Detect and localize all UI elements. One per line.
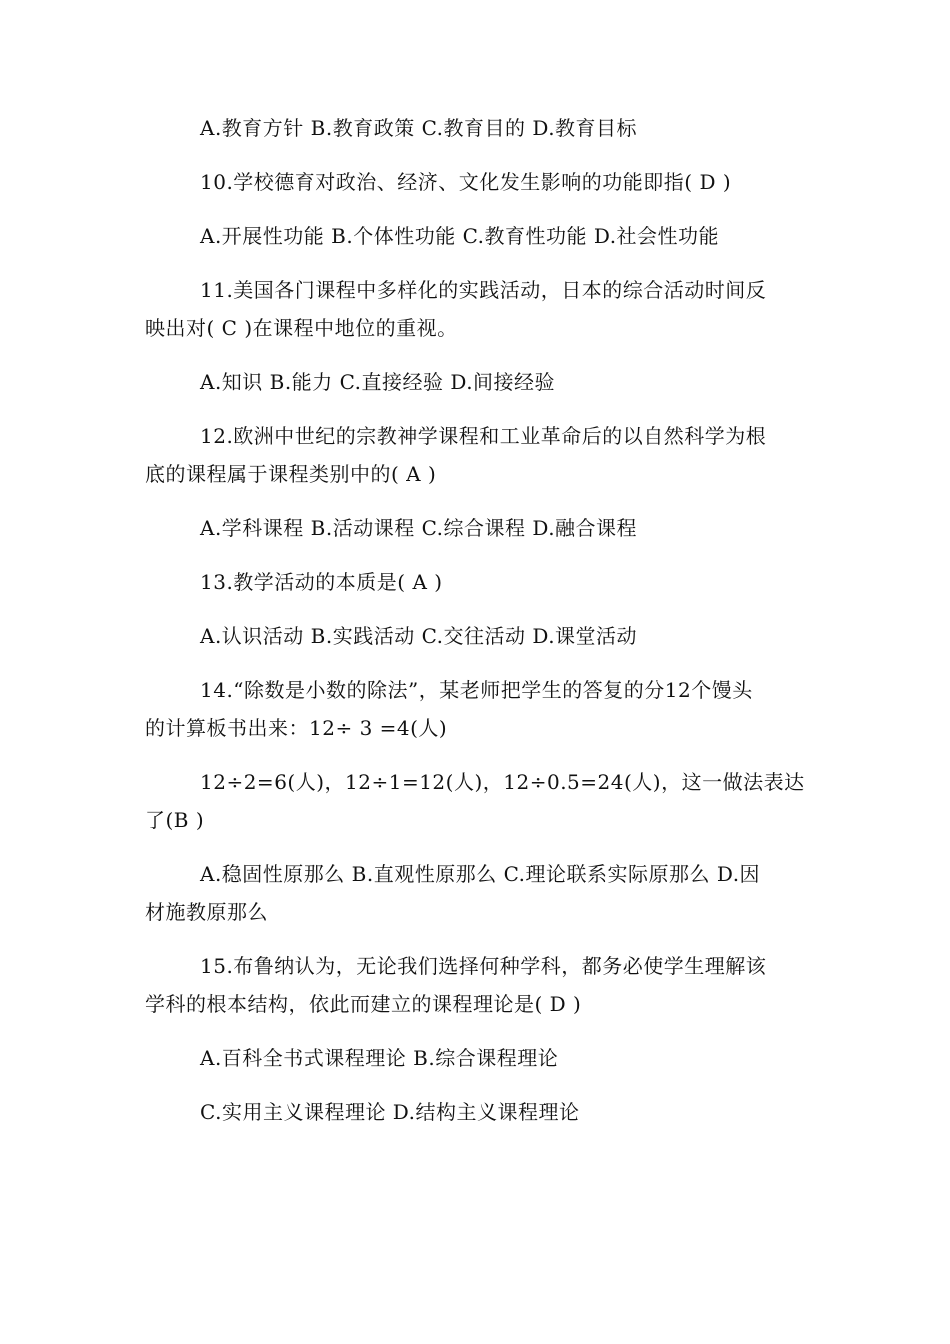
q12-question-line2: 底的课程属于课程类别中的( A ) — [145, 462, 437, 486]
q14-question-line2: 的计算板书出来：12÷ 3 =4(人) — [145, 716, 448, 740]
q14-question-line4: 了(B ) — [145, 808, 205, 832]
q15-options-line1: A.百科全书式课程理论 B.综合课程理论 — [200, 1046, 559, 1070]
q14-question-line3: 12÷2=6(人)，12÷1=12(人)，12÷0.5=24(人)，这一做法表达 — [200, 770, 805, 794]
q9-options: A.教育方针 B.教育政策 C.教育目的 D.教育目标 — [200, 116, 638, 140]
q13-question: 13.教学活动的本质是( A ) — [200, 570, 443, 594]
q13-options: A.认识活动 B.实践活动 C.交往活动 D.课堂活动 — [200, 624, 638, 648]
q12-options: A.学科课程 B.活动课程 C.综合课程 D.融合课程 — [200, 516, 638, 540]
q14-question-line1: 14.“除数是小数的除法”，某老师把学生的答复的分12个馒头 — [200, 678, 753, 702]
q12-question-line1: 12.欧洲中世纪的宗教神学课程和工业革命后的以自然科学为根 — [200, 424, 767, 448]
q10-question: 10.学校德育对政治、经济、文化发生影响的功能即指( D ) — [200, 170, 732, 194]
q14-options-line2: 材施教原那么 — [145, 900, 268, 924]
q11-options: A.知识 B.能力 C.直接经验 D.间接经验 — [200, 370, 556, 394]
q15-options-line2: C.实用主义课程理论 D.结构主义课程理论 — [200, 1100, 580, 1124]
q11-question-line1: 11.美国各门课程中多样化的实践活动，日本的综合活动时间反 — [200, 278, 767, 302]
q15-question-line2: 学科的根本结构，依此而建立的课程理论是( D ) — [145, 992, 582, 1016]
q15-question-line1: 15.布鲁纳认为，无论我们选择何种学科，都务必使学生理解该 — [200, 954, 767, 978]
q14-options-line1: A.稳固性原那么 B.直观性原那么 C.理论联系实际原那么 D.因 — [200, 862, 761, 886]
q11-question-line2: 映出对( C )在课程中地位的重视。 — [145, 316, 458, 340]
q10-options: A.开展性功能 B.个体性功能 C.教育性功能 D.社会性功能 — [200, 224, 720, 248]
